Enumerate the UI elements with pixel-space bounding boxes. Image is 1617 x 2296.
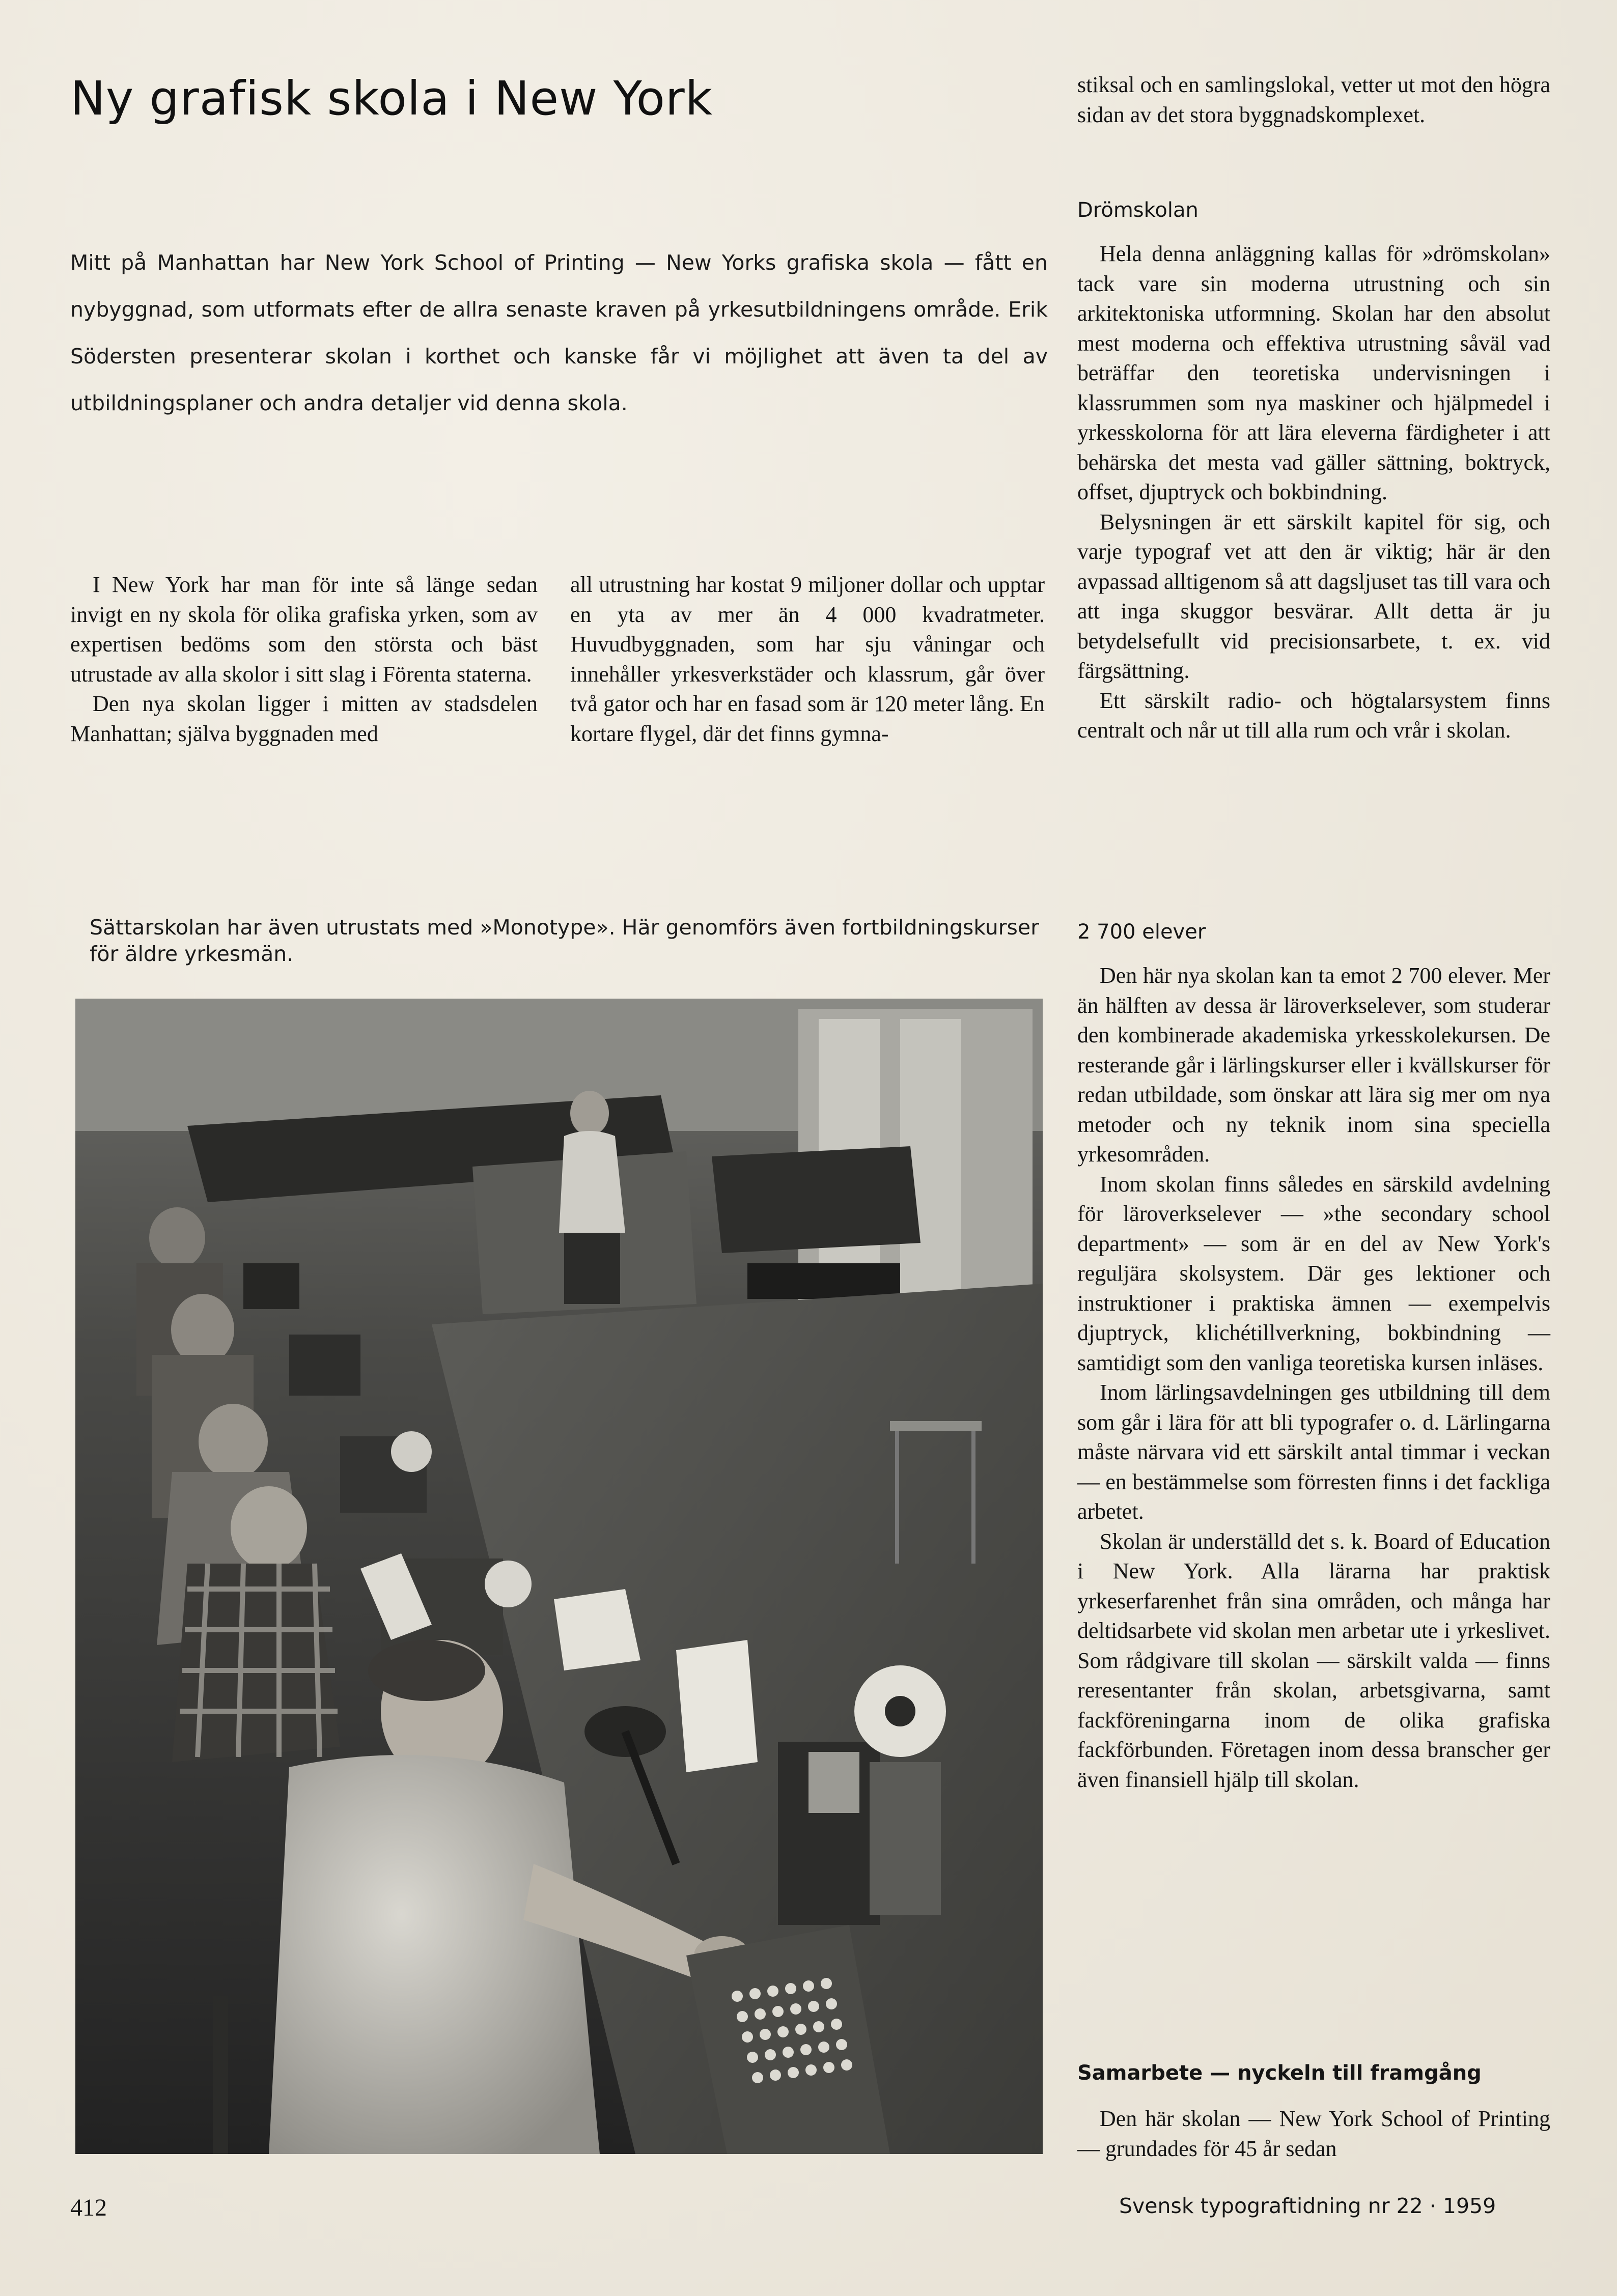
section-heading-elever: 2 700 elever	[1077, 920, 1206, 944]
page-number: 412	[70, 2194, 107, 2221]
body-paragraph: Den här nya skolan kan ta emot 2 700 elever. Mer än hälften av dessa är läroverkselever, som studerar den kombinerade akademiska yrkesskolekursen. De resterande går i lärlingskurser eller i kvällskurser för redan utbildade, som önskar att lära sig mer om nya metoder och ny teknik inom sina speciella yrkesområden.	[1077, 963, 1550, 1167]
body-paragraph: Inom lärlingsavdelningen ges utbildning till dem som går i lära för att bli typografer o. d. Lärlingarna måste närvara vid ett särskilt antal timmar i veckan — en bestämmelse som förresten finns i det fackliga arbetet.	[1077, 1380, 1550, 1524]
body-column-1	[70, 570, 538, 749]
section-samarbete-body	[1077, 2104, 1550, 2164]
body-paragraph: Hela denna anläggning kallas för »drömskolan» tack vare sin moderna utrustning och sin arkitektoniska utformning. Skolan har den absolut mest moderna och effektiva utrustning såväl vad beträffar den teoretiska undervisningen i klassrummen som nya maskiner och hjälpmedel i yrkesskolorna för att lära eleverna färdigheter i att behärska det mesta vad gäller sättning, boktryck, offset, djuptryck och bokbindning.	[1077, 241, 1550, 504]
section-heading-dromskolan: Drömskolan	[1077, 199, 1198, 222]
article-title: Ny grafisk skola i New York	[70, 71, 713, 126]
body-column-2	[570, 570, 1045, 749]
body-paragraph: Den här skolan — New York School of Printing — grundades för 45 år sedan	[1077, 2106, 1550, 2161]
article-lead: Mitt på Manhattan har New York School of Printing — New Yorks grafiska skola — fått en nybyggnad, som utformats efter de allra senaste kraven på yrkesutbildningens område. Erik Södersten presenterar skolan i korthet och kanske får vi möjlighet att även ta del av utbildningsplaner och andra detaljer vid denna skola.	[70, 250, 1048, 415]
body-paragraph: Den nya skolan ligger i mitten av stadsdelen Manhattan; själva byggnaden med	[70, 691, 538, 746]
photo-caption: Sättarskolan har även utrustats med »Monotype». Här genomförs även fortbildningskurser för äldre yrkesmän.	[90, 915, 1039, 966]
body-paragraph: stiksal och en samlingslokal, vetter ut mot den högra sidan av det stora byggnadskomplexet.	[1077, 72, 1550, 127]
body-paragraph: Skolan är underställd det s. k. Board of Education i New York. Alla lärarna har praktisk yrkeserfarenhet från sina områden, och många har deltidsarbete vid skolan men arbetar ute i yrkeslivet. Som rådgivare till skolan — särskilt valda — finns reresentanter från skolan, arbetsgivarna, samt fackföreningarna inom de olika grafiska fackförbunden. Företagen inom dessa branscher ger även finansiell hjälp till skolan.	[1077, 1528, 1550, 1792]
publication-footer: Svensk typograftidning nr 22 · 1959	[1119, 2194, 1496, 2218]
monotype-classroom-photo	[75, 999, 1043, 2154]
body-paragraph: I New York har man för inte så länge sedan invigt en ny skola för olika grafiska yrken, som av expertisen bedöms som den största och bäst utrustade av alla skolor i sitt slag i Förenta staterna.	[70, 572, 538, 687]
body-paragraph: all utrustning har kostat 9 miljoner dollar och upptar en yta av mer än 4 000 kvadratmeter. Huvudbyggnaden, som har sju våningar och innehåller yrkesverkstäder och klassrum, går över två gator och har en fasad som är 120 meter lång. En kortare flygel, där det finns gymna-	[570, 572, 1045, 746]
body-column-3-top	[1077, 70, 1550, 130]
body-paragraph: Inom skolan finns således en särskild avdelning för läroverkselever — »the secondary school department» — som är en del av New York's reguljära skolsystem. Där ges lektioner och instruktioner i praktiska ämnen — exempelvis djuptryck, klichétillverkning, bokbindning — samtidigt som den vanliga teoretiska kursen inläses.	[1077, 1171, 1550, 1375]
section-elever-body	[1077, 961, 1550, 1795]
section-heading-samarbete: Samarbete — nyckeln till framgång	[1077, 2061, 1482, 2085]
body-paragraph: Belysningen är ett särskilt kapitel för sig, och varje typograf vet att den är viktig; här är den avpassad alltigenom så att dagsljuset tas till vara och att inga skuggor besvärar. Allt detta är ju betydelsefullt vid precisionsarbete, t. ex. vid färgsättning.	[1077, 509, 1550, 683]
section-dromskolan-body	[1077, 239, 1550, 746]
body-paragraph: Ett särskilt radio- och högtalarsystem finns centralt och når ut till alla rum och vrår i skolan.	[1077, 688, 1550, 743]
